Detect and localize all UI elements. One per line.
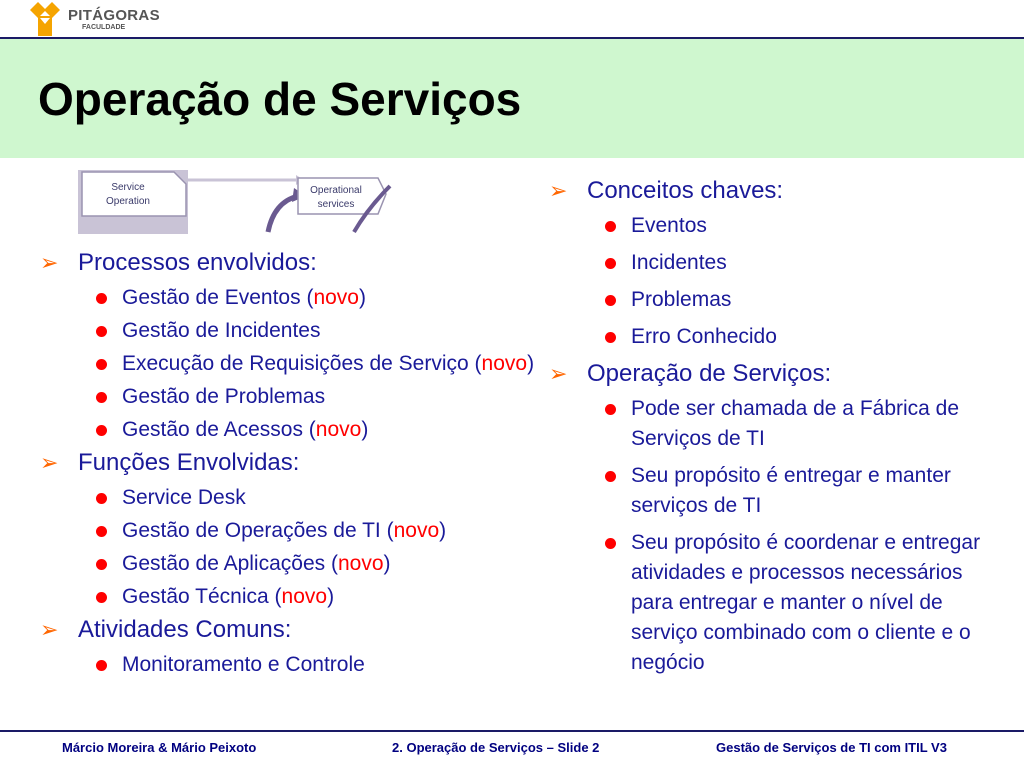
section-heading — [40, 615, 550, 645]
new-tag: novo — [315, 418, 362, 441]
left-column — [40, 248, 550, 683]
footer-divider — [0, 730, 1024, 732]
new-tag: novo — [313, 286, 359, 309]
item-text: Erro Conhecido — [631, 325, 777, 348]
list-item — [549, 211, 1009, 241]
section-label: Funções Envolvidas: — [78, 449, 300, 476]
pitagoras-logo-icon — [30, 2, 70, 38]
page-title: Operação de Serviços — [38, 73, 522, 125]
diagram-box2-line2: services — [317, 199, 355, 210]
item-text: Gestão de Incidentes — [122, 319, 321, 342]
footer-slide-number: 2. Operação de Serviços – Slide 2 — [392, 740, 600, 755]
item-text: Gestão de Eventos ( — [122, 286, 314, 309]
item-text-close: ) — [359, 286, 366, 309]
list-item — [40, 483, 550, 512]
bullet-dot-icon — [96, 493, 107, 504]
section-heading — [549, 359, 1009, 389]
bullet-dot-icon — [96, 526, 107, 537]
bullet-dot-icon — [605, 221, 616, 232]
bullet-dot-icon — [96, 559, 107, 570]
section-heading — [40, 248, 550, 278]
bullet-dot-icon — [96, 392, 107, 403]
item-text-close: ) — [361, 418, 369, 441]
list-item — [549, 248, 1009, 278]
item-text-close: ) — [327, 585, 335, 608]
item-text: Gestão Técnica ( — [122, 585, 282, 608]
list-item — [549, 461, 1009, 521]
arrow-bullet-icon: ➢ — [40, 450, 59, 475]
right-column — [549, 176, 1009, 685]
bullet-dot-icon — [605, 471, 616, 482]
bullet-dot-icon — [605, 404, 616, 415]
list-item — [40, 582, 550, 611]
bullet-dot-icon — [605, 295, 616, 306]
bullet-dot-icon — [96, 326, 107, 337]
item-text: Gestão de Aplicações ( — [122, 552, 338, 575]
bullet-dot-icon — [96, 592, 107, 603]
list-item — [40, 316, 550, 345]
footer-authors: Márcio Moreira & Mário Peixoto — [62, 740, 257, 755]
bullet-dot-icon — [605, 258, 616, 269]
arrow-bullet-icon: ➢ — [40, 617, 59, 642]
section-label: Processos envolvidos: — [78, 249, 317, 276]
item-text: Problemas — [631, 288, 732, 311]
list-item — [40, 382, 550, 411]
list-item — [40, 349, 550, 378]
arrow-bullet-icon: ➢ — [549, 178, 568, 203]
bullet-dot-icon — [96, 660, 107, 671]
new-tag: novo — [393, 519, 440, 542]
list-item — [549, 285, 1009, 315]
item-text-close: ) — [439, 519, 447, 542]
section-heading — [549, 176, 1009, 206]
new-tag: novo — [337, 552, 384, 575]
new-tag: novo — [481, 352, 528, 375]
list-item — [549, 322, 1009, 352]
item-text: Eventos — [631, 214, 707, 237]
item-text: Service Desk — [122, 486, 246, 509]
item-text: Seu propósito é coordenar e entregar atividades e processos necessários para entregar e manter o nível de serviço combinado com o cliente e o negócio — [631, 531, 981, 674]
bullet-dot-icon — [96, 293, 107, 304]
section-label: Atividades Comuns: — [78, 616, 292, 643]
item-text: Incidentes — [631, 251, 727, 274]
footer-course: Gestão de Serviços de TI com ITIL V3 — [716, 740, 947, 755]
list-item — [40, 415, 550, 444]
item-text: Monitoramento e Controle — [122, 653, 365, 676]
item-text-close: ) — [527, 352, 535, 375]
diagram-box1-line2: Operation — [106, 196, 150, 207]
logo-name: PITÁGORAS — [68, 7, 160, 24]
arrow-bullet-icon: ➢ — [549, 361, 568, 386]
list-item — [549, 528, 1009, 678]
item-text: Gestão de Operações de TI ( — [122, 519, 394, 542]
list-item — [40, 549, 550, 578]
arrow-bullet-icon: ➢ — [40, 250, 59, 275]
bullet-dot-icon — [605, 538, 616, 549]
section-label: Conceitos chaves: — [587, 177, 784, 204]
list-item — [40, 516, 550, 545]
diagram-box1-line1: Service — [111, 182, 145, 193]
item-text: Execução de Requisições de Serviço ( — [122, 352, 482, 375]
item-text: Seu propósito é entregar e manter serviços de TI — [631, 464, 951, 517]
item-text: Gestão de Acessos ( — [122, 418, 316, 441]
list-item — [40, 283, 550, 312]
item-text: Pode ser chamada de a Fábrica de Serviços de TI — [631, 397, 960, 450]
logo-subtitle: FACULDADE — [82, 24, 126, 31]
diagram-box2-line1: Operational — [310, 185, 362, 196]
list-item — [40, 650, 550, 679]
item-text: Gestão de Problemas — [122, 385, 326, 408]
bullet-dot-icon — [96, 425, 107, 436]
new-tag: novo — [281, 585, 328, 608]
section-label: Operação de Serviços: — [587, 360, 832, 387]
list-item — [549, 394, 1009, 454]
bullet-dot-icon — [96, 359, 107, 370]
service-operation-diagram — [78, 168, 393, 236]
section-heading — [40, 448, 550, 478]
logo-bar — [0, 0, 1024, 38]
item-text-close: ) — [383, 552, 391, 575]
bullet-dot-icon — [605, 332, 616, 343]
